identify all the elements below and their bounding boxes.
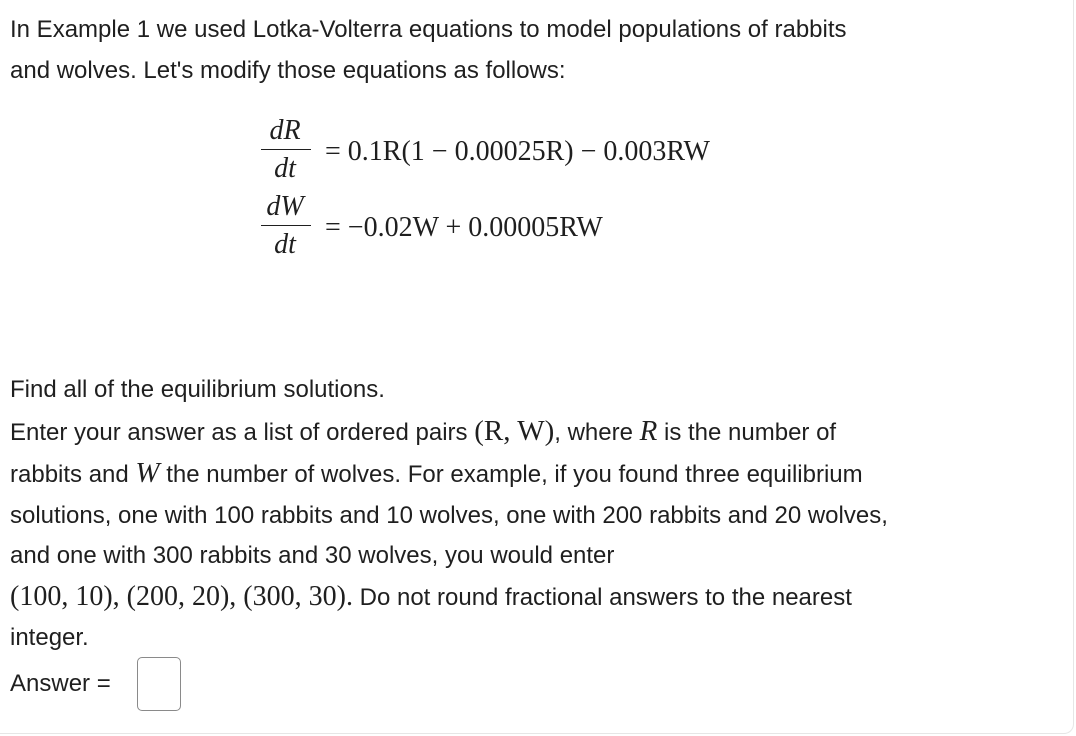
instr-text: rabbits and xyxy=(10,461,136,488)
instr-text: Do not round fractional answers to the nearest xyxy=(352,583,852,611)
instr-text: Enter your answer as a list of ordered pairs xyxy=(10,418,475,446)
fraction-denominator: dt xyxy=(274,153,296,184)
instr-text: the number of wolves. For example, if you found three equilibrium xyxy=(159,461,863,488)
derivative-dW-dt xyxy=(255,190,315,261)
instr-text: is the number of xyxy=(657,418,837,446)
instr-text: , where xyxy=(554,418,640,446)
instr-line-5 xyxy=(10,580,852,612)
math-variable-R: R xyxy=(639,414,658,447)
fraction-denominator: dt xyxy=(274,229,296,260)
fraction-bar xyxy=(261,225,311,226)
ordered-pair-math: (R, W) xyxy=(474,414,555,447)
instr-line-2 xyxy=(10,457,863,489)
fraction-numerator: dR xyxy=(269,115,301,146)
intro-line-1: In Example 1 we used Lotka-Volterra equations to model populations of rabbits xyxy=(10,16,847,43)
derivative-dR-dt xyxy=(255,114,315,185)
instr-line-1 xyxy=(10,414,837,447)
question-text xyxy=(10,370,888,659)
fraction-numerator: dW xyxy=(266,191,304,222)
task-text: Find all of the equilibrium solutions. xyxy=(10,376,385,403)
intro-line-2: and wolves. Let's modify those equations as follows: xyxy=(10,56,566,84)
equation-rhs: = −0.02W + 0.00005RW xyxy=(325,212,603,243)
example-pairs-math: (100, 10), (200, 20), (300, 30). xyxy=(10,580,353,612)
equation-rhs: = 0.1R(1 − 0.00025R) − 0.003RW xyxy=(325,136,710,167)
intro-text xyxy=(10,10,847,91)
instr-line-3: solutions, one with 100 rabbits and 10 wolves, one with 200 rabbits and 20 wolves, xyxy=(10,501,888,529)
instr-line-6: integer. xyxy=(10,624,89,651)
math-variable-W: W xyxy=(135,457,160,489)
answer-input[interactable] xyxy=(137,657,181,711)
fraction-bar xyxy=(261,149,311,150)
instr-line-4: and one with 300 rabbits and 30 wolves, you would enter xyxy=(10,542,615,569)
answer-label: Answer = xyxy=(10,670,111,697)
